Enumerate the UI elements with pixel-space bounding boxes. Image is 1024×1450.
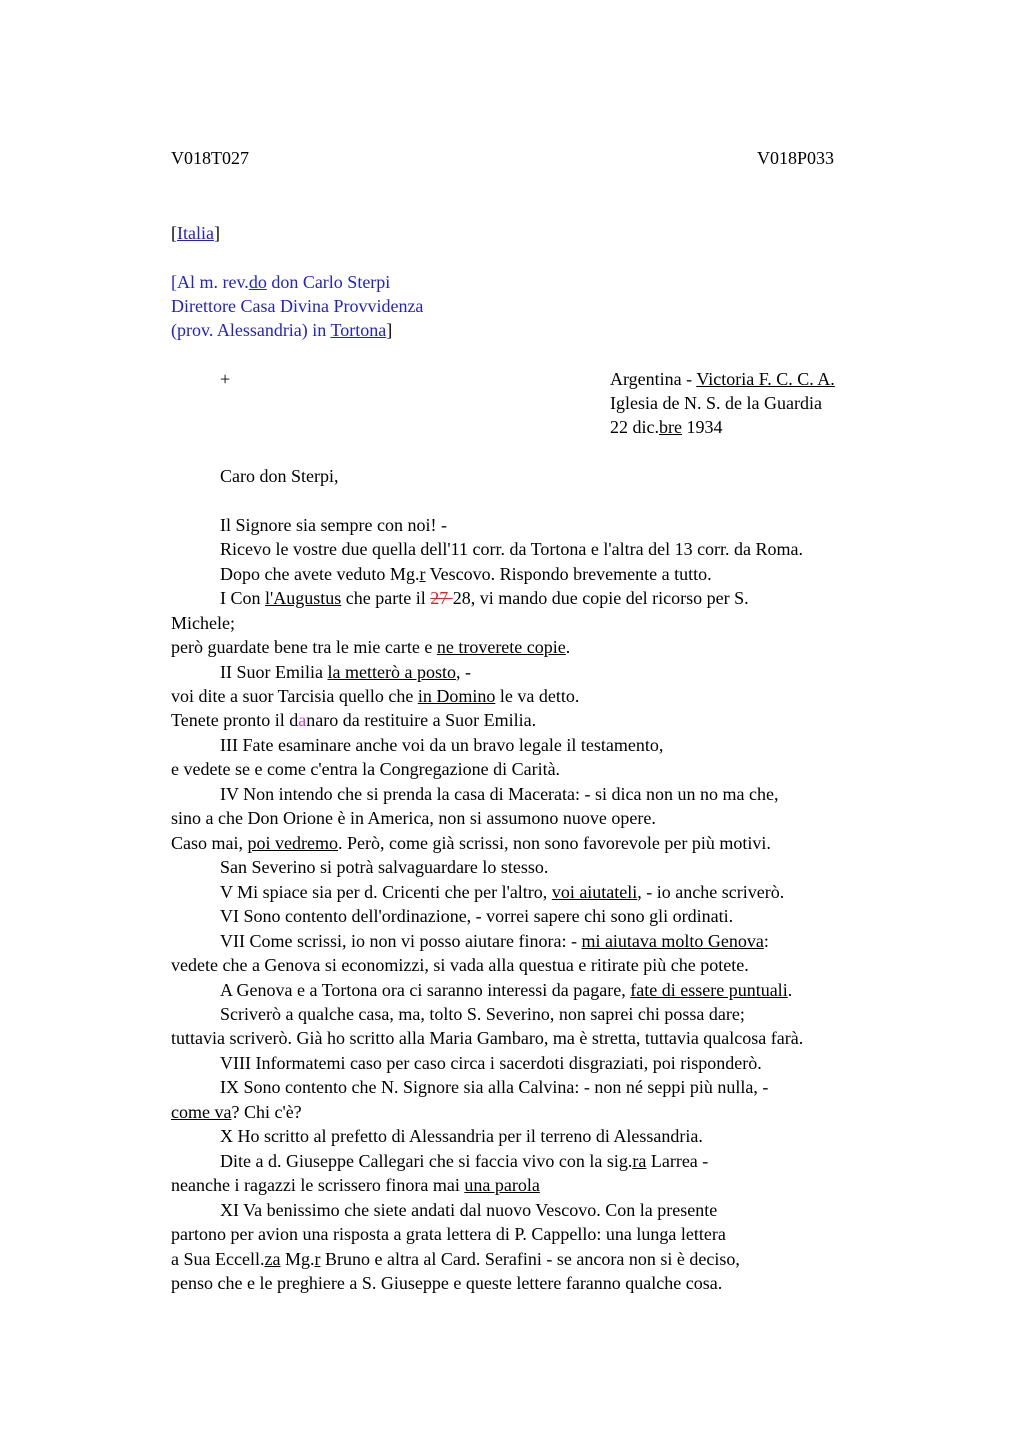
place-line-1: Argentina - Victoria F. C. C. A. [610, 369, 835, 389]
letter-line: A Genova e a Tortona ora ci saranno interessi da pagare, fate di essere puntuali. [220, 980, 793, 1000]
letter-line: penso che e le preghiere a S. Giuseppe e queste lettere faranno qualche cosa. [171, 1273, 723, 1293]
letter-line: tuttavia scriverò. Già ho scritto alla Maria Gambaro, ma è stretta, tuttavia qualcosa farà. [171, 1028, 804, 1048]
letter-line: X Ho scritto al prefetto di Alessandria per il terreno di Alessandria. [220, 1126, 703, 1146]
letter-line: Tenete pronto il danaro da restituire a Suor Emilia. [171, 710, 537, 730]
letter-line: Caso mai, poi vedremo. Però, come già scrissi, non sono favorevole per più motivi. [171, 833, 771, 853]
tortona-link[interactable]: Tortona [330, 320, 387, 340]
address-line-3: (prov. Alessandria) in Tortona] [171, 320, 393, 340]
place-line-2: Iglesia de N. S. de la Guardia [610, 393, 822, 413]
letter-line: come va? Chi c'è? [171, 1102, 302, 1122]
letter-line: IV Non intendo che si prenda la casa di Macerata: - si dica non un no ma che, [220, 784, 779, 804]
letter-line: però guardate bene tra le mie carte e ne troverete copie. [171, 637, 571, 657]
letter-line: I Con l'Augustus che parte il 27 28, vi mando due copie del ricorso per S. [220, 588, 749, 608]
letter-line: Dite a d. Giuseppe Callegari che si faccia vivo con la sig.ra Larrea - [220, 1151, 709, 1171]
letter-line: San Severino si potrà salvaguardare lo stesso. [220, 857, 549, 877]
letter-line: Dopo che avete veduto Mg.r Vescovo. Rispondo brevemente a tutto. [220, 564, 712, 584]
letter-line: Ricevo le vostre due quella dell'11 corr. da Tortona e l'altra del 13 corr. da Roma. [220, 539, 804, 559]
bracket-close: ] [213, 223, 220, 243]
date-line: 22 dic.bre 1934 [610, 417, 723, 437]
country-link[interactable]: Italia [177, 223, 214, 243]
country-line [171, 221, 220, 245]
cross-mark: + [220, 369, 231, 389]
letter-line: Michele; [171, 613, 235, 633]
salutation: Caro don Sterpi, [220, 466, 339, 486]
address-line-1: [Al m. rev.do don Carlo Sterpi [171, 272, 391, 292]
letter-line: II Suor Emilia la metterò a posto, - [220, 662, 471, 682]
letter-line: XI Va benissimo che siete andati dal nuovo Vescovo. Con la presente [220, 1200, 718, 1220]
letter-line: IX Sono contento che N. Signore sia alla Calvina: - non né seppi più nulla, - [220, 1077, 769, 1097]
letter-line: partono per avion una risposta a grata lettera di P. Cappello: una lunga lettera [171, 1224, 726, 1244]
address-line-2: Direttore Casa Divina Provvidenza [171, 296, 424, 316]
letter-line: VIII Informatemi caso per caso circa i sacerdoti disgraziati, poi risponderò. [220, 1053, 762, 1073]
deleted-text: 27 [430, 588, 453, 608]
letter-line: voi dite a suor Tarcisia quello che in Domino le va detto. [171, 686, 580, 706]
letter-line: III Fate esaminare anche voi da un bravo legale il testamento, [220, 735, 664, 755]
letter-line: sino a che Don Orione è in America, non si assumono nuove opere. [171, 808, 656, 828]
letter-line: e vedete se e come c'entra la Congregazione di Carità. [171, 759, 561, 779]
letter-line: neanche i ragazzi le scrissero finora mai una parola [171, 1175, 540, 1195]
letter-line: V Mi spiace sia per d. Cricenti che per l'altro, voi aiutateli, - io anche scriverò. [220, 882, 785, 902]
doc-code-right: V018P033 [757, 148, 835, 168]
letter-line: Scriverò a qualche casa, ma, tolto S. Severino, non saprei chi possa dare; [220, 1004, 745, 1024]
bracket-open: [ [171, 223, 177, 243]
letter-line: Il Signore sia sempre con noi! - [220, 515, 447, 535]
doc-code-left: V018T027 [171, 148, 249, 168]
letter-line: VI Sono contento dell'ordinazione, - vorrei sapere chi sono gli ordinati. [220, 906, 734, 926]
letter-line: vedete che a Genova si economizzi, si vada alla questua e ritirate più che potete. [171, 955, 749, 975]
letter-line: VII Come scrissi, io non vi posso aiutare finora: - mi aiutava molto Genova: [220, 931, 769, 951]
letter-line: a Sua Eccell.za Mg.r Bruno e altra al Card. Serafini - se ancora non si è deciso, [171, 1249, 740, 1269]
corrected-letter: a [298, 710, 307, 730]
